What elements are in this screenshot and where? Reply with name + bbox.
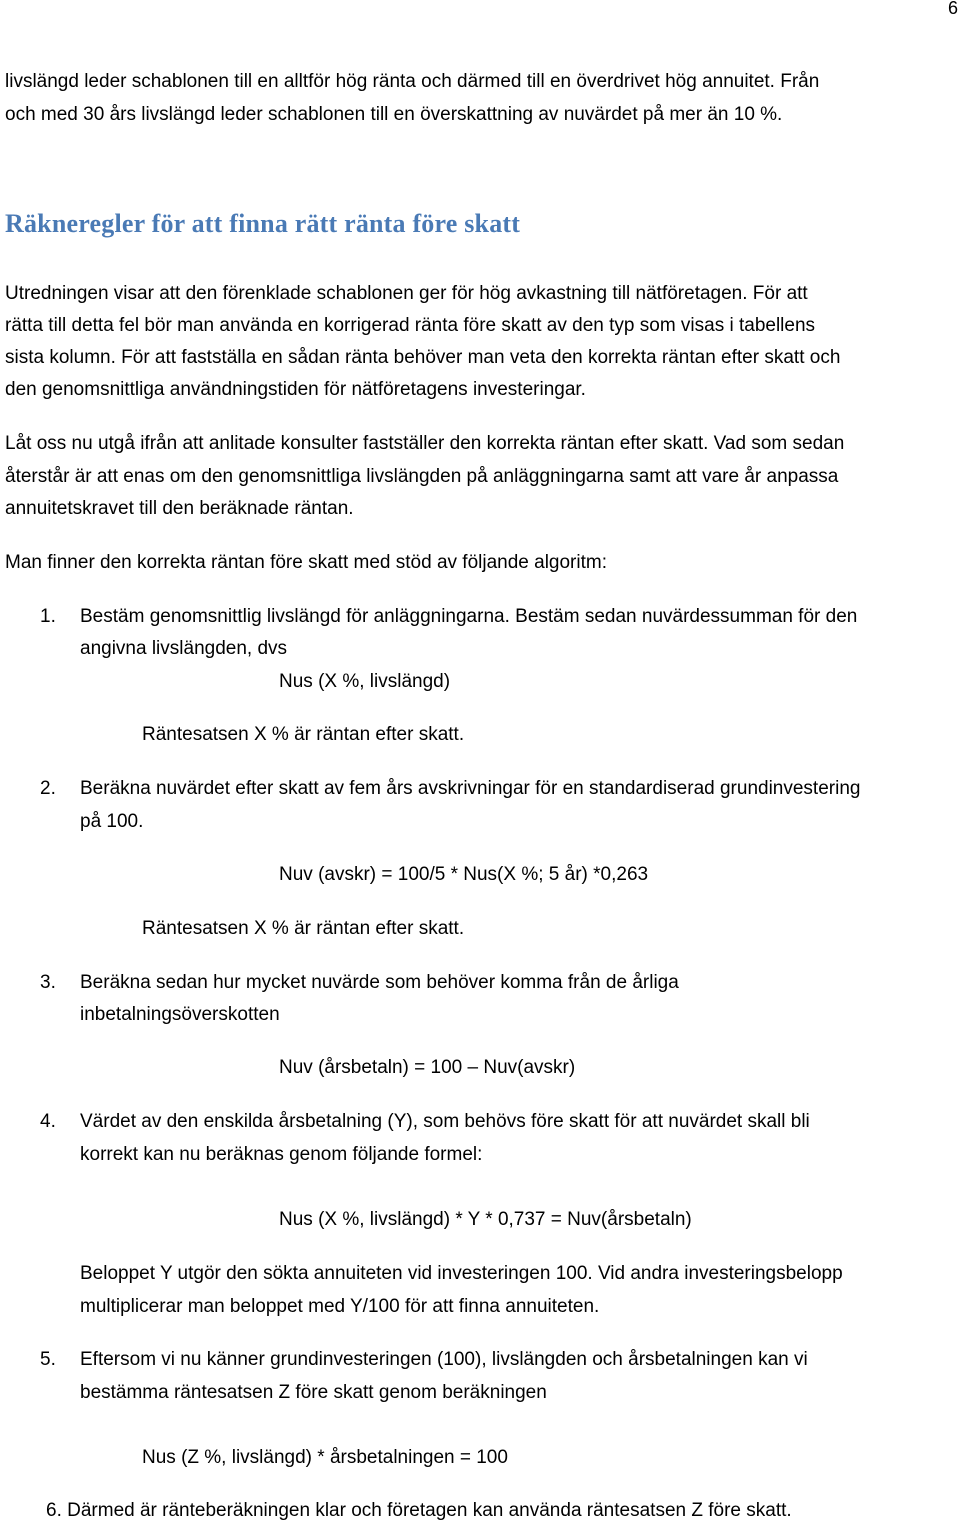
step-1-formula: Nus (X %, livslängd) [279,671,451,692]
intro-line-2: och med 30 års livslängd leder schablonen till en överskattning av nuvärdet på mer än 10 %. [5,104,783,125]
paragraph-1-line-2: rätta till detta fel bör man använda en korrigerad ränta före skatt av den typ som visas i tabellens [5,315,816,336]
step-4-line-1: Värdet av den enskilda årsbetalning (Y), som behövs före skatt för att nuvärdet skall bli [80,1111,810,1132]
step-4-number: 4. [40,1111,56,1132]
paragraph-2-line-3: annuitetskravet till den beräknade räntan. [5,498,354,519]
page-number: 6 [947,0,958,18]
section-heading: Räkneregler för att finna rätt ränta före skatt [5,209,521,238]
paragraph-1-line-3: sista kolumn. För att fastställa en sådan ränta behöver man veta den korrekta räntan efter skatt och [5,347,841,368]
intro-line-1: livslängd leder schablonen till en alltför hög ränta och därmed till en överdrivet hög annuitet. Från [5,71,820,92]
paragraph-1-line-4: den genomsnittliga användningstiden för nätföretagens investeringar. [5,379,586,400]
paragraph-3-line-1: Man finner den korrekta räntan före skatt med stöd av följande algoritm: [5,552,607,573]
step-1-line-1: Bestäm genomsnittlig livslängd för anläggningarna. Bestäm sedan nuvärdessumman för den [80,606,858,627]
step-4-line-2: korrekt kan nu beräknas genom följande formel: [80,1144,483,1165]
step-3-formula: Nuv (årsbetaln) = 100 – Nuv(avskr) [279,1057,576,1078]
step-5-line-1: Eftersom vi nu känner grundinvesteringen (100), livslängden och årsbetalningen kan vi [80,1349,808,1370]
step-4-formula: Nus (X %, livslängd) * Y * 0,737 = Nuv(årsbetaln) [279,1209,692,1230]
paragraph-2-line-2: återstår är att enas om den genomsnittliga livslängden på anläggningarna samt att vare år anpassa [5,466,839,487]
step-4-note-2: multiplicerar man beloppet med Y/100 för att finna annuiteten. [80,1296,600,1317]
step-3-line-1: Beräkna sedan hur mycket nuvärde som behöver komma från de årliga [80,972,679,993]
step-6-text: 6. Därmed är ränteberäkningen klar och företagen kan använda räntesatsen Z före skatt. [46,1500,792,1521]
step-5-number: 5. [40,1349,56,1370]
step-2-line-2: på 100. [80,811,144,832]
step-3-number: 3. [40,972,56,993]
step-3-line-2: inbetalningsöverskotten [80,1004,280,1025]
step-2-line-1: Beräkna nuvärdet efter skatt av fem års avskrivningar för en standardiserad grundinvestering [80,778,861,799]
step-2-number: 2. [40,778,56,799]
step-4-note-1: Beloppet Y utgör den sökta annuiteten vid investeringen 100. Vid andra investeringsbelopp [80,1263,843,1284]
paragraph-1-line-1: Utredningen visar att den förenklade schablonen ger för hög avkastning till nätföretagen. För att [5,283,808,304]
step-2-note: Räntesatsen X % är räntan efter skatt. [142,918,465,939]
step-1-number: 1. [40,606,56,627]
paragraph-2-line-1: Låt oss nu utgå ifrån att anlitade konsulter fastställer den korrekta räntan efter skatt. Vad som sedan [5,433,845,454]
step-2-formula: Nuv (avskr) = 100/5 * Nus(X %; 5 år) *0,263 [279,864,649,885]
step-5-line-2: bestämma räntesatsen Z före skatt genom beräkningen [80,1382,547,1403]
step-5-formula: Nus (Z %, livslängd) * årsbetalningen = 100 [142,1447,508,1468]
step-1-line-2: angivna livslängden, dvs [80,638,288,659]
step-1-note: Räntesatsen X % är räntan efter skatt. [142,724,465,745]
